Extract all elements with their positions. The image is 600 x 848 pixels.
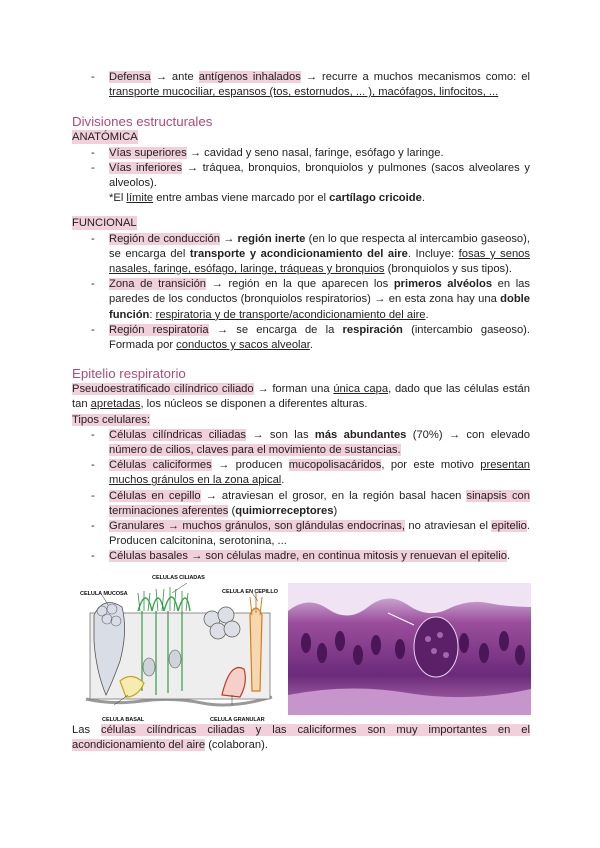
- epithelium-diagram: [72, 571, 280, 721]
- defensa-mechanisms: transporte mucociliar, espansos (tos, estornudos, ... ), macófagos, linfocitos, ...: [109, 86, 499, 99]
- document-page: [72, 70, 530, 753]
- region-respiratoria-label: Región respiratoria: [109, 323, 209, 336]
- celulas-cepillo-item: - Células en cepillo → atraviesan el grosor, en la región basal hacen sinapsis con terminaciones aferentes (quimiorreceptores): [72, 489, 530, 519]
- label-celula-basal: CELULA BASAL: [102, 716, 145, 723]
- label-celulas-ciliadas: CELULAS CILIADAS: [152, 574, 205, 581]
- micrograph-drawing: [288, 583, 531, 715]
- granulares-item: - Granulares → muchos gránulos, son glándulas endocrinas, no atraviesan el epitelio. Producen calcitonina, serotonina, ...: [72, 519, 530, 549]
- celulas-ciliadas-item: - Células cilíndricas ciliadas → son las más abundantes (70%) → con elevado número de cilios, claves para el movimiento de sustancias.: [72, 428, 530, 458]
- label-celula-cepillo: CELULA EN CEPILLO: [222, 588, 278, 595]
- closing-paragraph: Las células cilíndricas ciliadas y las caliciformes son muy importantes en el acondicionamiento del aire (colaboran).: [72, 723, 530, 751]
- defensa-bullet: [72, 70, 530, 100]
- label-celula-granular: CELULA GRANULAR: [210, 716, 265, 723]
- region-conduccion-label: Región de conducción: [109, 232, 220, 245]
- tipos-celulares-label: Tipos celulares:: [72, 413, 150, 426]
- vias-inferiores-item: [72, 161, 530, 191]
- antigenos-text: antígenos inhalados: [198, 71, 301, 83]
- defensa-label: Defensa: [109, 71, 151, 83]
- vias-inferiores-label: Vías inferiores: [109, 161, 183, 174]
- region-conduccion-item: - Región de conducción → región inerte (en lo que respecta al intercambio gaseoso), se encarga del transporte y acondicionamiento del aire. Incluye: fosas y senos nasales, faringe, esófago, laringe, tráqueas y bronquios (bronquiolos y sus tipos).: [72, 232, 530, 278]
- text: → tráquea, bronquios, bronquiolos y pulmones (sacos alveolares y alveolos).: [109, 161, 530, 190]
- text: → recurre a muchos mecanismos como: el: [300, 71, 530, 83]
- vias-superiores-label: Vías superiores: [109, 146, 187, 159]
- vias-superiores-item: [72, 146, 530, 161]
- limite-note: *El límite entre ambas viene marcado por el cartílago cricoide.: [109, 192, 425, 205]
- anatomica-label: ANATÓMICA: [72, 131, 138, 144]
- text: → ante: [150, 71, 199, 83]
- histology-micrograph: [288, 583, 531, 715]
- section-title-epitelio: Epitelio respiratorio: [72, 366, 186, 382]
- label-celula-mucosa: CELULA MUCOSA: [80, 590, 128, 597]
- funcional-label: FUNCIONAL: [72, 217, 137, 230]
- celulas-basales-item: - Células basales → son células madre, en continua mitosis y renuevan el epitelio.: [72, 549, 530, 564]
- figure-row: [72, 571, 530, 721]
- section-title-divisiones: Divisiones estructurales: [72, 114, 213, 130]
- epitelio-intro: Pseudoestratificado cilíndrico ciliado → forman una única capa, dado que las células están tan apretadas, los núcleos se disponen a diferentes alturas.: [72, 383, 530, 411]
- zona-transicion-item: - Zona de transición → región en la que aparecen los primeros alvéolos en las paredes de los conductos (bronquiolos respiratorios) → en esta zona hay una doble función: respiratoria y de transporte/acondicionamiento del aire.: [72, 277, 530, 323]
- celulas-caliciformes-item: - Células caliciformes → producen mucopolisacáridos, por este motivo presentan muchos gránulos en la zona apical.: [72, 458, 530, 488]
- region-respiratoria-item: - Región respiratoria → se encarga de la respiración (intercambio gaseoso). Formada por conductos y sacos alveolar.: [72, 323, 530, 353]
- zona-transicion-label: Zona de transición: [109, 278, 207, 291]
- text: → cavidad y seno nasal, faringe, esófago y laringe.: [186, 146, 444, 159]
